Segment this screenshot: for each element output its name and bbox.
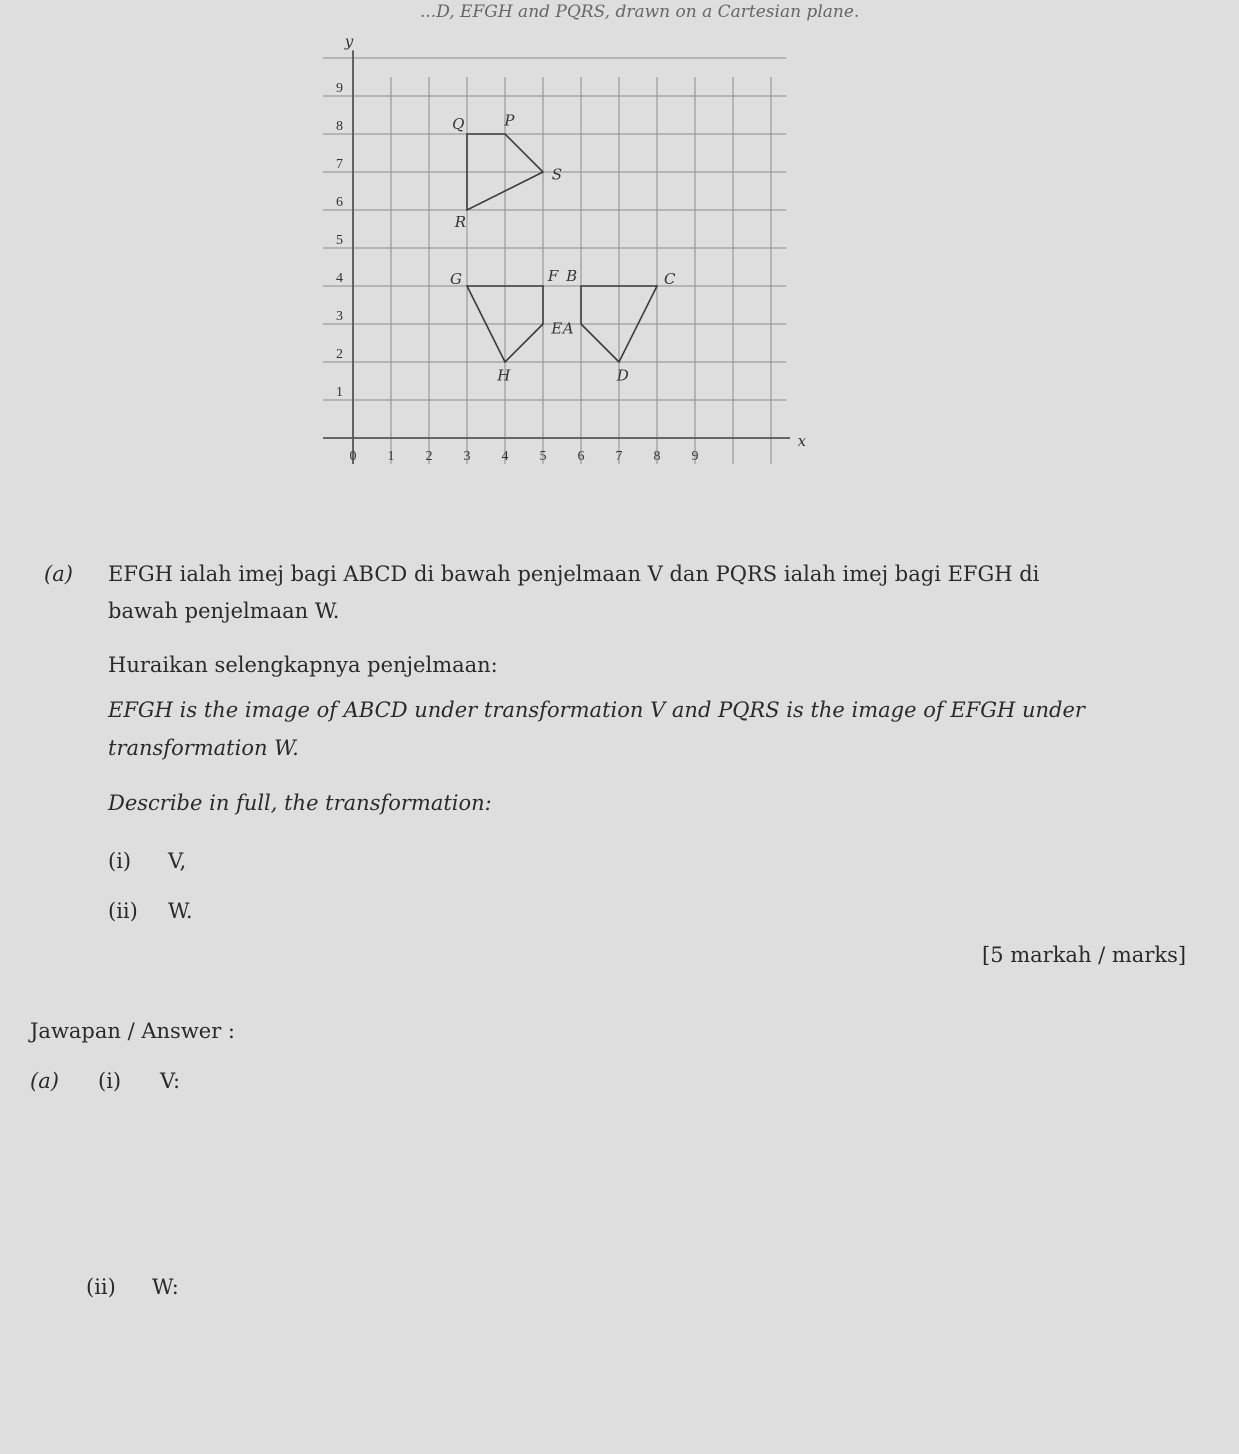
x-tick-label: 4 bbox=[501, 449, 509, 464]
english-instruction: Describe in full, the transformation: bbox=[108, 791, 492, 815]
y-tick-label: 4 bbox=[336, 271, 343, 286]
y-tick-label: 9 bbox=[336, 81, 343, 96]
vertex-label-q: Q bbox=[452, 115, 465, 134]
item-i-label: (i) bbox=[108, 849, 132, 873]
answer-heading: Jawapan / Answer : bbox=[30, 1019, 236, 1043]
x-tick-label: 3 bbox=[463, 449, 471, 464]
x-tick-label: 2 bbox=[425, 449, 433, 464]
x-tick-label: 5 bbox=[539, 449, 547, 464]
item-i-text: V, bbox=[168, 849, 187, 873]
vertex-label-p: P bbox=[504, 111, 515, 130]
y-tick-label: 3 bbox=[336, 309, 343, 324]
vertex-label-b: B bbox=[566, 267, 578, 286]
y-tick-label: 1 bbox=[336, 385, 343, 400]
english-statement-line2: transformation W. bbox=[108, 736, 299, 760]
vertex-label-g: G bbox=[449, 269, 462, 288]
tick-labels bbox=[336, 81, 699, 464]
x-tick-label: 9 bbox=[691, 449, 699, 464]
english-statement-line1: EFGH is the image of ABCD under transformation V and PQRS is the image of EFGH under bbox=[108, 698, 1085, 722]
vertex-label-s: S bbox=[551, 165, 563, 184]
vertex-label-r: R bbox=[454, 213, 467, 232]
vertex-label-h: H bbox=[497, 366, 511, 385]
x-tick-label: 8 bbox=[653, 449, 661, 464]
y-tick-label: 2 bbox=[336, 347, 343, 362]
marks-label: [5 markah / marks] bbox=[982, 943, 1187, 967]
vertex-label-a: A bbox=[562, 319, 574, 338]
vertex-label-f: F bbox=[547, 267, 559, 286]
x-tick-label: 0 bbox=[349, 449, 357, 464]
x-tick-label: 7 bbox=[615, 449, 623, 464]
y-axis-label: y bbox=[344, 32, 354, 51]
answer-ii-label: (ii) bbox=[86, 1275, 116, 1299]
vertex-label-e: E bbox=[551, 319, 563, 338]
answer-ii-text: W: bbox=[152, 1275, 179, 1299]
malay-instruction: Huraikan selengkapnya penjelmaan: bbox=[108, 653, 498, 677]
x-tick-label: 1 bbox=[387, 449, 395, 464]
malay-statement-line1: EFGH ialah imej bagi ABCD di bawah penjelmaan V dan PQRS ialah imej bagi EFGH di bbox=[108, 562, 1040, 586]
x-tick-label: 6 bbox=[577, 449, 585, 464]
item-ii-text: W. bbox=[168, 899, 193, 923]
item-ii-label: (ii) bbox=[108, 899, 138, 923]
cartesian-graph bbox=[300, 28, 807, 478]
vertex-label-c: C bbox=[664, 269, 676, 288]
grid-lines bbox=[323, 58, 786, 464]
answer-i-label: (i) bbox=[98, 1069, 122, 1093]
answer-part-label: (a) bbox=[30, 1069, 59, 1093]
y-tick-label: 7 bbox=[336, 157, 343, 172]
y-tick-label: 8 bbox=[336, 119, 343, 134]
question-part-label: (a) bbox=[44, 562, 73, 586]
y-tick-label: 5 bbox=[336, 233, 343, 248]
vertex-label-d: D bbox=[616, 366, 629, 385]
y-tick-label: 6 bbox=[336, 195, 343, 210]
answer-i-text: V: bbox=[160, 1069, 181, 1093]
header-fragment: ...D, EFGH and PQRS, drawn on a Cartesian plane. bbox=[420, 2, 860, 22]
x-axis-label: x bbox=[797, 432, 807, 450]
malay-statement-line2: bawah penjelmaan W. bbox=[108, 599, 340, 623]
